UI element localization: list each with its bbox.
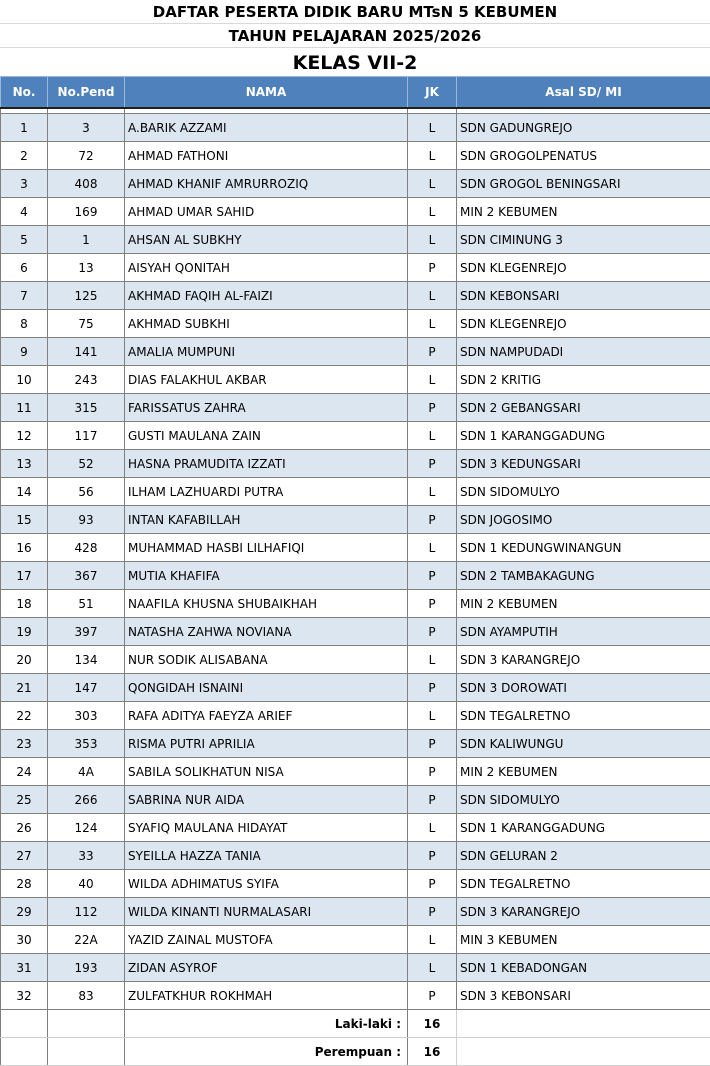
cell-nama: YAZID ZAINAL MUSTOFA — [125, 926, 408, 954]
cell-nopend: 83 — [48, 982, 125, 1010]
cell-asal: SDN TEGALRETNO — [457, 870, 710, 898]
cell-no: 15 — [1, 506, 48, 534]
cell-asal: SDN KALIWUNGU — [457, 730, 710, 758]
cell-asal: SDN GADUNGREJO — [457, 114, 710, 142]
col-header-nama: NAMA — [125, 77, 408, 109]
cell-nama: GUSTI MAULANA ZAIN — [125, 422, 408, 450]
cell-jk: L — [408, 534, 457, 562]
table-row — [1, 422, 710, 450]
table-row — [1, 618, 710, 646]
cell-no: 2 — [1, 142, 48, 170]
cell-nama: NAAFILA KHUSNA SHUBAIKHAH — [125, 590, 408, 618]
cell-nopend: 1 — [48, 226, 125, 254]
table-row — [1, 478, 710, 506]
cell-jk: L — [408, 702, 457, 730]
cell-nama: MUTIA KHAFIFA — [125, 562, 408, 590]
cell-nopend: 315 — [48, 394, 125, 422]
cell-jk: P — [408, 898, 457, 926]
cell-nama: AHSAN AL SUBKHY — [125, 226, 408, 254]
cell-asal: SDN KEBONSARI — [457, 282, 710, 310]
cell-asal: SDN GROGOLPENATUS — [457, 142, 710, 170]
cell-asal: MIN 2 KEBUMEN — [457, 590, 710, 618]
cell-nopend: 147 — [48, 674, 125, 702]
cell-nopend: 52 — [48, 450, 125, 478]
cell-nopend: 408 — [48, 170, 125, 198]
cell-jk: L — [408, 198, 457, 226]
cell-no: 18 — [1, 590, 48, 618]
document-title: DAFTAR PESERTA DIDIK BARU MTsN 5 KEBUMEN — [0, 0, 710, 24]
cell-asal: SDN AYAMPUTIH — [457, 618, 710, 646]
cell-nama: MUHAMMAD HASBI LILHAFIQI — [125, 534, 408, 562]
table-row — [1, 730, 710, 758]
table-row — [1, 870, 710, 898]
table-body — [1, 108, 710, 1010]
cell-jk: L — [408, 170, 457, 198]
table-row — [1, 590, 710, 618]
cell-no: 24 — [1, 758, 48, 786]
cell-nama: RAFA ADITYA FAEYZA ARIEF — [125, 702, 408, 730]
cell-asal: SDN 1 KEBADONGAN — [457, 954, 710, 982]
cell-jk: L — [408, 114, 457, 142]
cell-no: 21 — [1, 674, 48, 702]
cell-jk: L — [408, 422, 457, 450]
table-row — [1, 338, 710, 366]
cell-nopend: 93 — [48, 506, 125, 534]
cell-nopend: 428 — [48, 534, 125, 562]
cell-nama: ILHAM LAZHUARDI PUTRA — [125, 478, 408, 506]
cell-jk: L — [408, 310, 457, 338]
cell-jk: L — [408, 226, 457, 254]
cell-asal: SDN 2 KRITIG — [457, 366, 710, 394]
cell-nopend: 141 — [48, 338, 125, 366]
cell-jk: P — [408, 254, 457, 282]
cell-jk: P — [408, 590, 457, 618]
cell-asal: SDN 2 TAMBAKAGUNG — [457, 562, 710, 590]
cell-no: 28 — [1, 870, 48, 898]
cell-jk: P — [408, 758, 457, 786]
cell-no: 11 — [1, 394, 48, 422]
cell-no: 32 — [1, 982, 48, 1010]
col-header-nopend: No.Pend — [48, 77, 125, 109]
summary-male-row — [1, 1010, 710, 1038]
cell-jk: P — [408, 450, 457, 478]
cell-asal: SDN GELURAN 2 — [457, 842, 710, 870]
cell-no: 27 — [1, 842, 48, 870]
female-label: Perempuan : — [125, 1038, 408, 1066]
academic-year: TAHUN PELAJARAN 2025/2026 — [0, 24, 710, 48]
cell-asal: SDN CIMINUNG 3 — [457, 226, 710, 254]
table-row — [1, 282, 710, 310]
cell-no: 8 — [1, 310, 48, 338]
cell-nama: QONGIDAH ISNAINI — [125, 674, 408, 702]
cell-asal: MIN 2 KEBUMEN — [457, 758, 710, 786]
col-header-no: No. — [1, 77, 48, 109]
table-row — [1, 786, 710, 814]
cell-nama: AISYAH QONITAH — [125, 254, 408, 282]
cell-nopend: 125 — [48, 282, 125, 310]
cell-nama: NATASHA ZAHWA NOVIANA — [125, 618, 408, 646]
cell-no: 29 — [1, 898, 48, 926]
cell-nama: A.BARIK AZZAMI — [125, 114, 408, 142]
cell-nama: DIAS FALAKHUL AKBAR — [125, 366, 408, 394]
cell-asal: MIN 2 KEBUMEN — [457, 198, 710, 226]
cell-jk: P — [408, 674, 457, 702]
col-header-jk: JK — [408, 77, 457, 109]
cell-nama: SYAFIQ MAULANA HIDAYAT — [125, 814, 408, 842]
cell-jk: P — [408, 506, 457, 534]
cell-nama: RISMA PUTRI APRILIA — [125, 730, 408, 758]
table-row — [1, 982, 710, 1010]
cell-nama: AKHMAD SUBKHI — [125, 310, 408, 338]
cell-jk: P — [408, 842, 457, 870]
cell-nopend: 367 — [48, 562, 125, 590]
cell-asal: SDN SIDOMULYO — [457, 786, 710, 814]
cell-nama: INTAN KAFABILLAH — [125, 506, 408, 534]
table-row — [1, 394, 710, 422]
cell-nopend: 134 — [48, 646, 125, 674]
cell-jk: L — [408, 814, 457, 842]
cell-nama: ZULFATKHUR ROKHMAH — [125, 982, 408, 1010]
cell-no: 23 — [1, 730, 48, 758]
cell-asal: SDN 3 KARANGREJO — [457, 898, 710, 926]
cell-asal: MIN 3 KEBUMEN — [457, 926, 710, 954]
cell-nopend: 353 — [48, 730, 125, 758]
cell-nopend: 40 — [48, 870, 125, 898]
table-row — [1, 674, 710, 702]
cell-jk: L — [408, 646, 457, 674]
table-row — [1, 842, 710, 870]
cell-nopend: 4A — [48, 758, 125, 786]
cell-no: 22 — [1, 702, 48, 730]
cell-asal: SDN 3 DOROWATI — [457, 674, 710, 702]
cell-no: 1 — [1, 114, 48, 142]
cell-jk: L — [408, 142, 457, 170]
cell-nopend: 3 — [48, 114, 125, 142]
cell-jk: P — [408, 982, 457, 1010]
cell-jk: P — [408, 730, 457, 758]
cell-asal: SDN KLEGENREJO — [457, 310, 710, 338]
table-row — [1, 198, 710, 226]
female-count: 16 — [408, 1038, 457, 1066]
table-row — [1, 170, 710, 198]
cell-jk: L — [408, 926, 457, 954]
table-row — [1, 506, 710, 534]
table-header-row — [1, 77, 710, 109]
cell-no: 9 — [1, 338, 48, 366]
table-row — [1, 366, 710, 394]
cell-asal: SDN 2 GEBANGSARI — [457, 394, 710, 422]
cell-nama: AMALIA MUMPUNI — [125, 338, 408, 366]
cell-no: 31 — [1, 954, 48, 982]
cell-asal: SDN 1 KEDUNGWINANGUN — [457, 534, 710, 562]
cell-no: 5 — [1, 226, 48, 254]
cell-no: 3 — [1, 170, 48, 198]
cell-jk: P — [408, 618, 457, 646]
cell-jk: L — [408, 366, 457, 394]
cell-nama: AHMAD UMAR SAHID — [125, 198, 408, 226]
cell-no: 17 — [1, 562, 48, 590]
cell-asal: SDN 3 KARANGREJO — [457, 646, 710, 674]
cell-nama: WILDA KINANTI NURMALASARI — [125, 898, 408, 926]
cell-asal: SDN 3 KEDUNGSARI — [457, 450, 710, 478]
table-row — [1, 954, 710, 982]
cell-no: 13 — [1, 450, 48, 478]
cell-nama: SABRINA NUR AIDA — [125, 786, 408, 814]
cell-nopend: 22A — [48, 926, 125, 954]
table-row — [1, 646, 710, 674]
table-row — [1, 450, 710, 478]
table-row — [1, 702, 710, 730]
cell-nopend: 13 — [48, 254, 125, 282]
cell-nopend: 266 — [48, 786, 125, 814]
cell-nopend: 303 — [48, 702, 125, 730]
table-row — [1, 562, 710, 590]
cell-jk: L — [408, 954, 457, 982]
cell-nama: AHMAD KHANIF AMRURROZIQ — [125, 170, 408, 198]
table-row — [1, 926, 710, 954]
table-row — [1, 114, 710, 142]
cell-nama: SYEILLA HAZZA TANIA — [125, 842, 408, 870]
cell-nama: FARISSATUS ZAHRA — [125, 394, 408, 422]
cell-no: 16 — [1, 534, 48, 562]
table-row — [1, 254, 710, 282]
cell-jk: L — [408, 478, 457, 506]
table-row — [1, 226, 710, 254]
cell-asal: SDN KLEGENREJO — [457, 254, 710, 282]
cell-nama: SABILA SOLIKHATUN NISA — [125, 758, 408, 786]
cell-no: 30 — [1, 926, 48, 954]
cell-no: 20 — [1, 646, 48, 674]
cell-nama: WILDA ADHIMATUS SYIFA — [125, 870, 408, 898]
cell-no: 14 — [1, 478, 48, 506]
cell-nama: AKHMAD FAQIH AL-FAIZI — [125, 282, 408, 310]
table-row — [1, 534, 710, 562]
col-header-asal: Asal SD/ MI — [457, 77, 710, 109]
cell-jk: P — [408, 870, 457, 898]
cell-no: 6 — [1, 254, 48, 282]
cell-no: 4 — [1, 198, 48, 226]
male-count: 16 — [408, 1010, 457, 1038]
student-table — [0, 76, 710, 1066]
table-row — [1, 310, 710, 338]
cell-nama: NUR SODIK ALISABANA — [125, 646, 408, 674]
cell-no: 12 — [1, 422, 48, 450]
cell-nopend: 193 — [48, 954, 125, 982]
cell-asal: SDN GROGOL BENINGSARI — [457, 170, 710, 198]
table-row — [1, 814, 710, 842]
cell-no: 7 — [1, 282, 48, 310]
cell-nopend: 117 — [48, 422, 125, 450]
cell-asal: SDN 3 KEBONSARI — [457, 982, 710, 1010]
cell-nama: HASNA PRAMUDITA IZZATI — [125, 450, 408, 478]
cell-nopend: 72 — [48, 142, 125, 170]
cell-asal: SDN 1 KARANGGADUNG — [457, 814, 710, 842]
table-row — [1, 898, 710, 926]
cell-no: 25 — [1, 786, 48, 814]
cell-nopend: 112 — [48, 898, 125, 926]
cell-nopend: 51 — [48, 590, 125, 618]
summary-female-row — [1, 1038, 710, 1066]
cell-asal: SDN JOGOSIMO — [457, 506, 710, 534]
table-row — [1, 758, 710, 786]
cell-asal: SDN SIDOMULYO — [457, 478, 710, 506]
cell-nama: AHMAD FATHONI — [125, 142, 408, 170]
cell-nama: ZIDAN ASYROF — [125, 954, 408, 982]
cell-jk: P — [408, 786, 457, 814]
cell-jk: P — [408, 562, 457, 590]
cell-jk: P — [408, 394, 457, 422]
cell-asal: SDN NAMPUDADI — [457, 338, 710, 366]
cell-no: 19 — [1, 618, 48, 646]
cell-no: 10 — [1, 366, 48, 394]
cell-jk: P — [408, 338, 457, 366]
cell-nopend: 397 — [48, 618, 125, 646]
cell-nopend: 169 — [48, 198, 125, 226]
cell-nopend: 75 — [48, 310, 125, 338]
cell-nopend: 243 — [48, 366, 125, 394]
cell-nopend: 56 — [48, 478, 125, 506]
cell-nopend: 124 — [48, 814, 125, 842]
cell-jk: L — [408, 282, 457, 310]
cell-no: 26 — [1, 814, 48, 842]
class-title: KELAS VII-2 — [292, 52, 418, 74]
cell-asal: SDN 1 KARANGGADUNG — [457, 422, 710, 450]
table-row — [1, 142, 710, 170]
cell-asal: SDN TEGALRETNO — [457, 702, 710, 730]
cell-nopend: 33 — [48, 842, 125, 870]
male-label: Laki-laki : — [125, 1010, 408, 1038]
